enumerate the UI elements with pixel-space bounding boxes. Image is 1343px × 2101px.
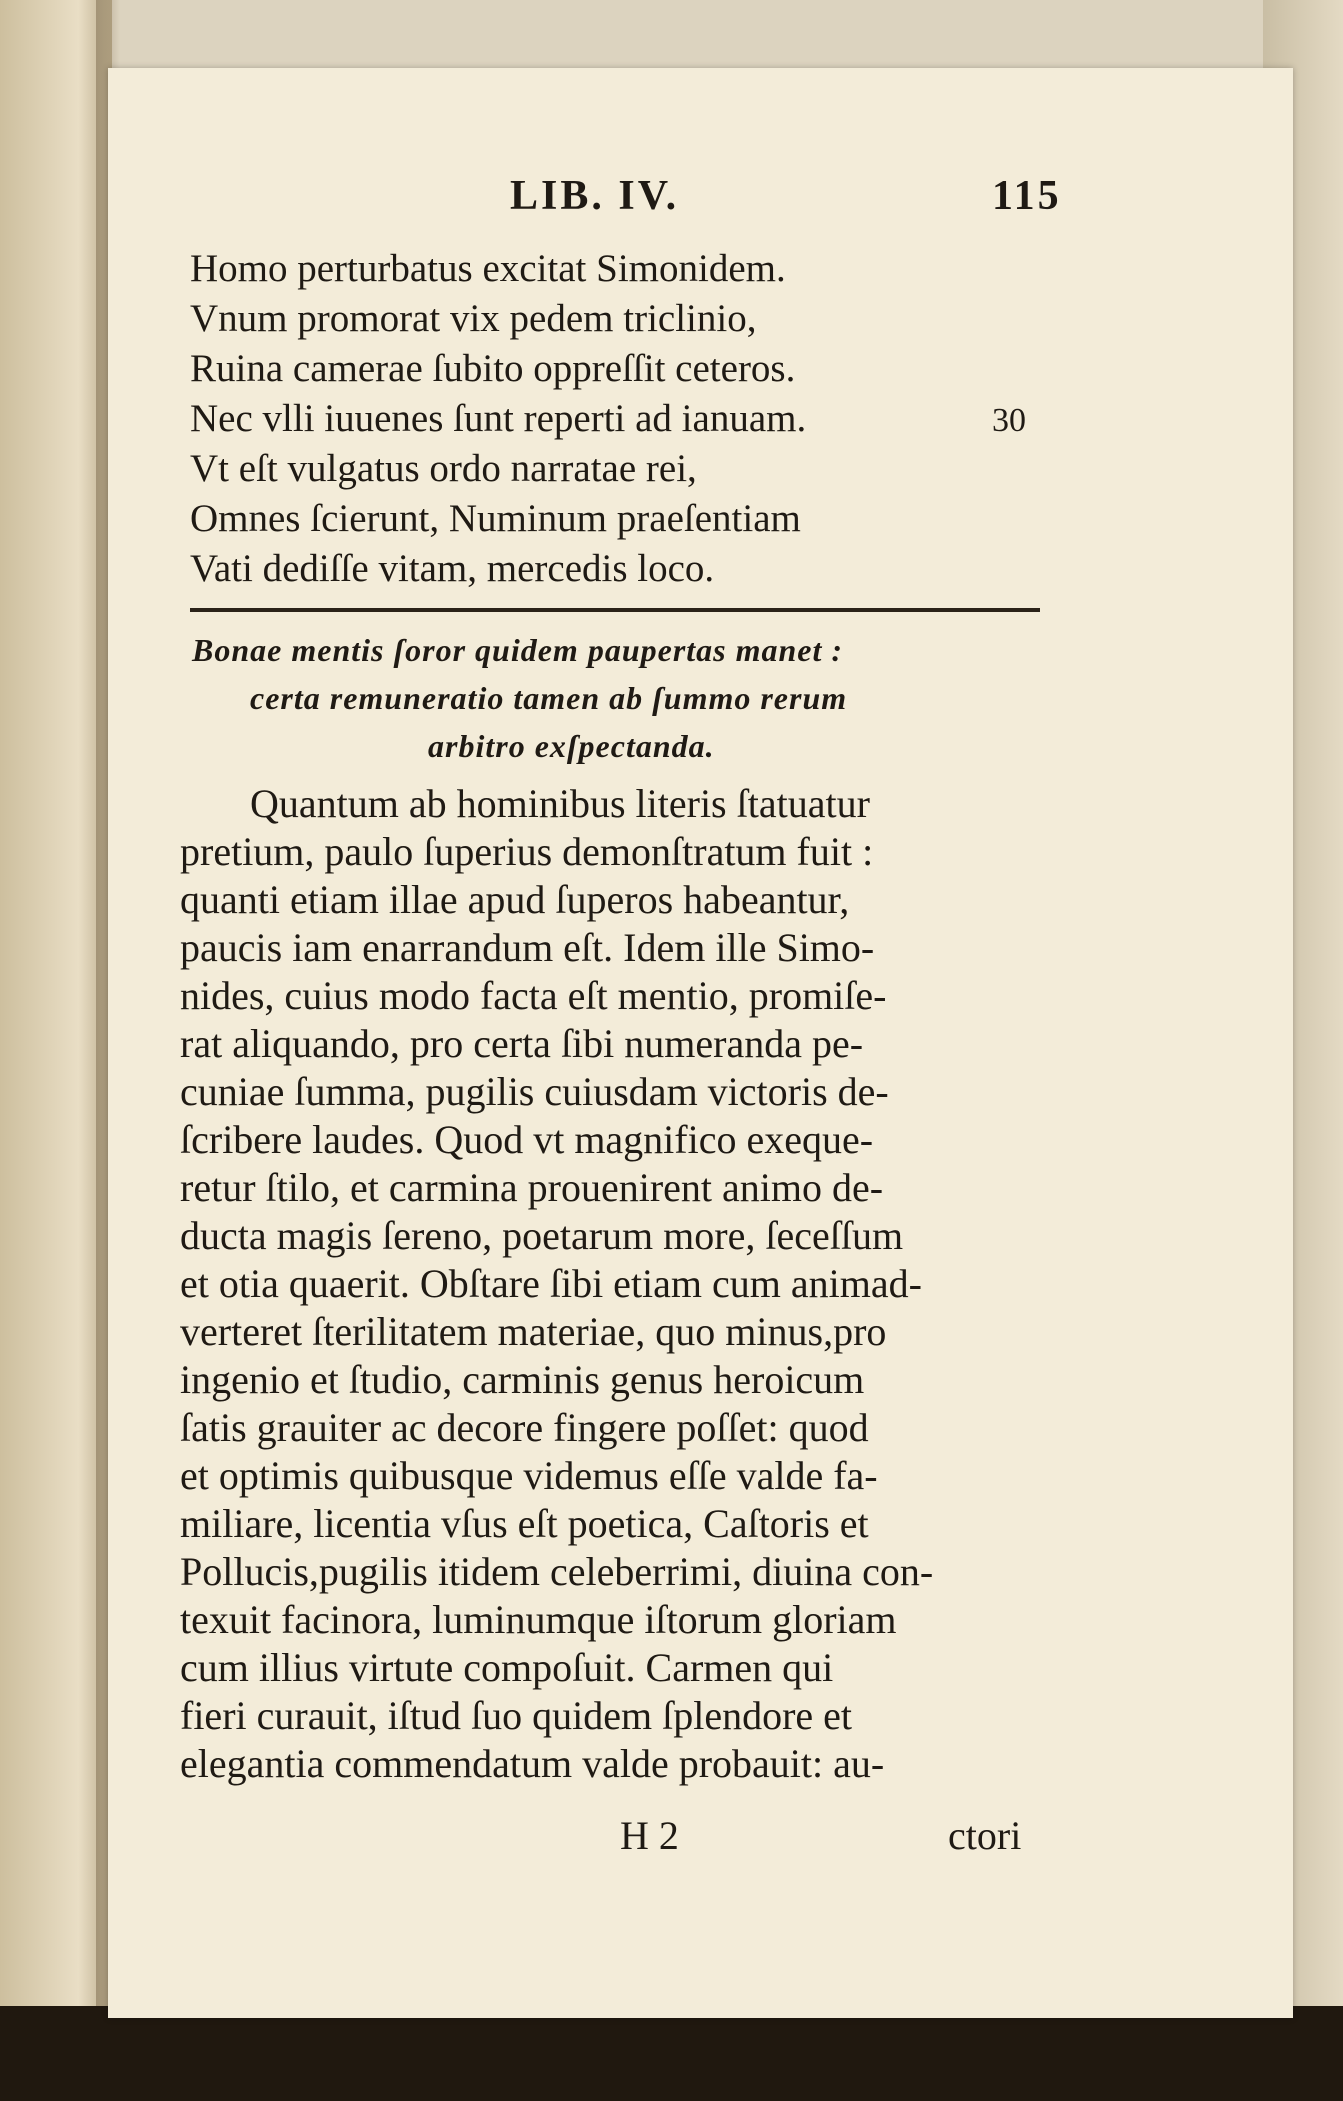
- summary-line: certa remuneratio tamen ab ſummo rerum: [250, 680, 848, 716]
- catchword: ctori: [948, 1813, 1022, 1858]
- verse-line: Omnes ſcierunt, Numinum praeſentiam: [190, 497, 801, 540]
- scan-bottom-border: [0, 2006, 1343, 2101]
- page-number: 115: [992, 173, 1062, 219]
- prose-line: elegantia commendatum valde probauit: au-: [180, 1741, 885, 1786]
- prose-line: cuniae ſumma, pugilis cuiusdam victoris de-: [180, 1069, 889, 1114]
- prose-line: texuit facinora, luminumque iſtorum gloriam: [180, 1597, 897, 1642]
- verse-line: Ruina camerae ſubito oppreſſit ceteros.: [190, 347, 796, 390]
- prose-line: ingenio et ſtudio, carminis genus heroicum: [180, 1357, 865, 1402]
- verse-line: Vati dediſſe vitam, mercedis loco.: [190, 547, 715, 590]
- summary-line: arbitro exſpectanda.: [428, 728, 715, 764]
- prose-line: miliare, licentia vſus eſt poetica, Caſtoris et: [180, 1501, 869, 1546]
- prose-line: cum illius virtute compoſuit. Carmen qui: [180, 1645, 834, 1690]
- verse-line: Homo perturbatus excitat Simonidem.: [190, 247, 786, 290]
- divider-rule: [190, 608, 1040, 612]
- prose-line: nides, cuius modo facta eſt mentio, promiſe-: [180, 973, 887, 1018]
- prose-line: quanti etiam illae apud ſuperos habeantur,: [180, 877, 850, 922]
- prose-line: retur ſtilo, et carmina prouenirent animo de-: [180, 1165, 884, 1210]
- prose-line: pretium, paulo ſuperius demonſtratum fuit :: [180, 829, 874, 874]
- verse-line: Vt eſt vulgatus ordo narratae rei,: [190, 447, 697, 490]
- prose-line: ſcribere laudes. Quod vt magnifico exeque-: [180, 1117, 874, 1162]
- prose-line: verteret ſterilitatem materiae, quo minus,pro: [180, 1309, 887, 1354]
- prose-line: et optimis quibusque videmus eſſe valde fa-: [180, 1453, 878, 1498]
- prose-line: ſatis grauiter ac decore fingere poſſet: quod: [180, 1405, 869, 1450]
- prose-line: ducta magis ſereno, poetarum more, ſeceſſum: [180, 1213, 904, 1258]
- prose-line: rat aliquando, pro certa ſibi numeranda pe-: [180, 1021, 864, 1066]
- verse-line: Nec vlli iuuenes ſunt reperti ad ianuam.: [190, 397, 807, 440]
- prose-line: fieri curauit, iſtud ſuo quidem ſplendore et: [180, 1693, 853, 1738]
- prose-line: Pollucis,pugilis itidem celeberrimi, diuina con-: [180, 1549, 934, 1594]
- verse-line: Vnum promorat vix pedem triclinio,: [190, 297, 757, 340]
- signature-mark: H 2: [620, 1813, 679, 1858]
- summary-line: Bonae mentis ſoror quidem paupertas manet :: [192, 632, 844, 668]
- prose-line: Quantum ab hominibus literis ſtatuatur: [250, 781, 870, 826]
- line-number: 30: [992, 402, 1026, 439]
- prose-line: et otia quaerit. Obſtare ſibi etiam cum animad-: [180, 1261, 922, 1306]
- prose-line: paucis iam enarrandum eſt. Idem ille Simo-: [180, 925, 875, 970]
- running-title: LIB. IV.: [510, 173, 680, 219]
